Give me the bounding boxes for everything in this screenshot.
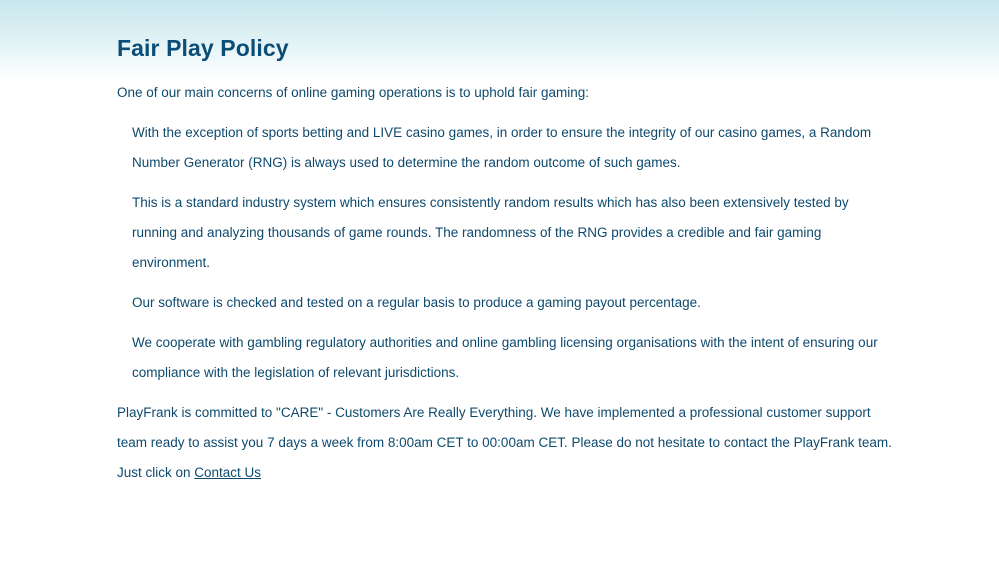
contact-us-link[interactable]: Contact Us	[194, 465, 262, 480]
closing-paragraph	[117, 398, 897, 488]
policy-point-industry-standard: This is a standard industry system which ensures consistently random results which has also been extensively tested by running and analyzing thousands of game rounds. The randomness of the RNG provides a credible and fair gaming environment.	[132, 195, 849, 270]
policy-point-software-testing: Our software is checked and tested on a regular basis to produce a gaming payout percentage.	[132, 295, 701, 310]
closing-text: PlayFrank is committed to "CARE" - Customers Are Really Everything. We have implemented a professional customer support team ready to assist you 7 days a week from 8:00am CET to 00:00am CET. Please do not hesitate to contact the PlayFrank team. Just click on	[117, 405, 892, 480]
intro-paragraph: One of our main concerns of online gaming operations is to uphold fair gaming:	[117, 85, 590, 100]
policy-point-regulatory: We cooperate with gambling regulatory authorities and online gambling licensing organisations with the intent of ensuring our compliance with the legislation of relevant jurisdictions.	[132, 335, 878, 380]
policy-content	[117, 30, 897, 488]
policy-point-rng: With the exception of sports betting and LIVE casino games, in order to ensure the integrity of our casino games, a Random Number Generator (RNG) is always used to determine the random outcome of such games.	[132, 125, 872, 170]
page-title: Fair Play Policy	[117, 35, 289, 61]
